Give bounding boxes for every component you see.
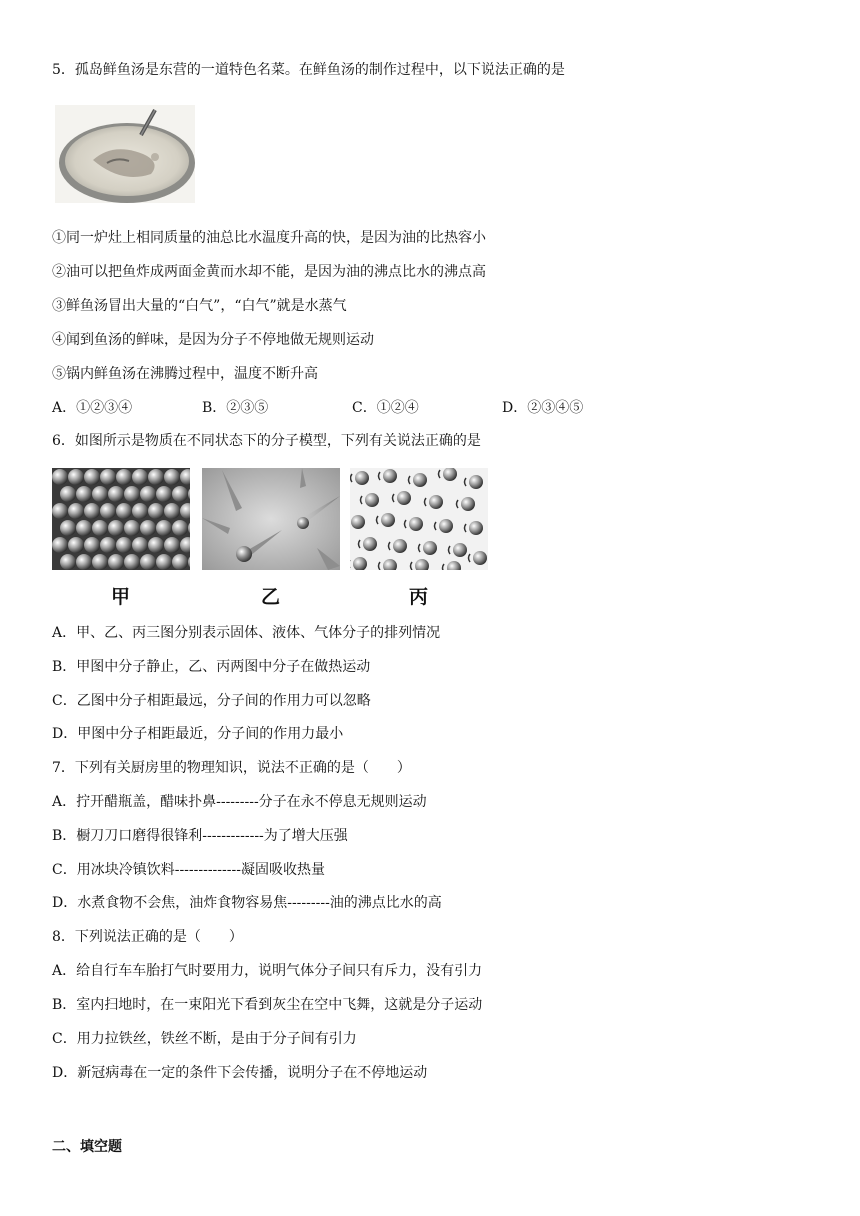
q5-statement-5: ⑤锅内鲜鱼汤在沸腾过程中，温度不断升高 [52, 366, 318, 382]
gas-molecule [469, 521, 483, 535]
q8-option-a: A．给自行车车胎打气时要用力，说明气体分子间只有斥力，没有引力 [52, 963, 483, 979]
solid-molecule [156, 520, 172, 536]
gas-molecule [473, 551, 487, 565]
solid-molecule [140, 486, 156, 502]
solid-molecule [164, 537, 180, 553]
q8-option-d: D．新冠病毒在一定的条件下会传播，说明分子在不停地运动 [52, 1065, 428, 1081]
solid-molecule [100, 469, 116, 485]
figure-caption-bing: 丙 [409, 586, 429, 608]
solid-molecule [84, 469, 100, 485]
gas-molecule [393, 539, 407, 553]
solid-molecule [60, 554, 76, 570]
q5-stem: 5．孤岛鲜鱼汤是东营的一道特色名菜。在鲜鱼汤的制作过程中，以下说法正确的是 [52, 62, 565, 78]
solid-molecule [132, 503, 148, 519]
gas-molecule [409, 517, 423, 531]
gas-molecule [363, 537, 377, 551]
solid-molecule [148, 503, 164, 519]
solid-molecule [124, 554, 140, 570]
section-title: 二、填空题 [52, 1139, 122, 1155]
liquid-molecule-model [202, 468, 340, 570]
solid-molecule [132, 469, 148, 485]
solid-molecule [116, 537, 132, 553]
solid-molecule [68, 469, 84, 485]
solid-molecule [52, 503, 68, 519]
solid-molecule [172, 520, 188, 536]
gas-molecule [383, 469, 397, 483]
gas-molecule [351, 515, 365, 529]
solid-molecule [172, 486, 188, 502]
q5-option-b: B．②③⑤ [202, 400, 269, 416]
solid-molecule [132, 537, 148, 553]
solid-molecule [148, 537, 164, 553]
q6-stem: 6．如图所示是物质在不同状态下的分子模型，下列有关说法正确的是 [52, 433, 481, 449]
figure-caption-yi: 乙 [261, 586, 281, 608]
q5-statement-2: ②油可以把鱼炸成两面金黄而水却不能，是因为油的沸点比水的沸点高 [52, 264, 486, 280]
solid-molecule [92, 486, 108, 502]
solid-molecule [124, 520, 140, 536]
q6-option-c: C．乙图中分子相距最远，分子间的作用力可以忽略 [52, 693, 371, 709]
solid-molecule [60, 486, 76, 502]
solid-molecule [52, 469, 68, 485]
q6-option-b: B．甲图中分子静止，乙、丙两图中分子在做热运动 [52, 659, 371, 675]
solid-molecule [84, 503, 100, 519]
q7-option-b: B．橱刀刀口磨得很锋利-------------为了增大压强 [52, 828, 348, 844]
solid-molecule [76, 520, 92, 536]
solid-molecule [156, 554, 172, 570]
gas-molecule [381, 513, 395, 527]
q7-stem: 7．下列有关厨房里的物理知识，说法不正确的是（ ） [52, 760, 411, 776]
gas-molecule [365, 493, 379, 507]
gas-molecule [453, 543, 467, 557]
q7-option-a: A．拧开醋瓶盖，醋味扑鼻---------分子在永不停息无规则运动 [52, 794, 427, 810]
q5-option-c: C．①②④ [352, 400, 419, 416]
gas-molecule [413, 473, 427, 487]
gas-molecule [397, 491, 411, 505]
solid-molecule [164, 469, 180, 485]
solid-molecule [108, 554, 124, 570]
gas-molecule [423, 541, 437, 555]
solid-molecule [52, 537, 68, 553]
solid-molecule [148, 469, 164, 485]
solid-molecule [68, 503, 84, 519]
solid-molecule [124, 486, 140, 502]
q5-option-d: D．②③④⑤ [502, 400, 584, 416]
solid-molecule [140, 554, 156, 570]
q6-option-d: D．甲图中分子相距最近，分子间的作用力最小 [52, 726, 344, 742]
q5-statement-1: ①同一炉灶上相同质量的油总比水温度升高的快，是因为油的比热容小 [52, 230, 486, 246]
solid-molecule [100, 537, 116, 553]
solid-molecule [172, 554, 188, 570]
q8-stem: 8．下列说法正确的是（ ） [52, 929, 243, 945]
q5-statement-3: ③鲜鱼汤冒出大量的“白气”，“白气”就是水蒸气 [52, 298, 347, 314]
figure-caption-jia: 甲 [111, 586, 131, 608]
q6-option-a: A．甲、乙、丙三图分别表示固体、液体、气体分子的排列情况 [52, 625, 441, 641]
solid-molecule [92, 520, 108, 536]
gas-molecule-model [350, 468, 488, 570]
q7-option-d: D．水煮食物不会焦，油炸食物容易焦---------油的沸点比水的高 [52, 895, 442, 911]
q7-option-c: C．用冰块冷镇饮料--------------凝固吸收热量 [52, 862, 325, 878]
q5-statement-4: ④闻到鱼汤的鲜味，是因为分子不停地做无规则运动 [52, 332, 374, 348]
gas-molecule [439, 519, 453, 533]
solid-molecule [60, 520, 76, 536]
solid-molecule-model [52, 468, 190, 570]
solid-molecule [108, 486, 124, 502]
solid-molecule [92, 554, 108, 570]
solid-molecule [68, 537, 84, 553]
q8-option-c: C．用力拉铁丝，铁丝不断，是由于分子间有引力 [52, 1031, 357, 1047]
solid-molecule [84, 537, 100, 553]
gas-molecule [429, 495, 443, 509]
fish-soup-photo [55, 105, 195, 203]
gas-molecule [355, 471, 369, 485]
solid-molecule [116, 503, 132, 519]
solid-molecule [156, 486, 172, 502]
gas-molecule [461, 497, 475, 511]
solid-molecule [164, 503, 180, 519]
solid-molecule [108, 520, 124, 536]
solid-molecule [100, 503, 116, 519]
q5-option-a: A．①②③④ [52, 400, 133, 416]
solid-molecule [76, 554, 92, 570]
solid-molecule [116, 469, 132, 485]
q8-option-b: B．室内扫地时，在一束阳光下看到灰尘在空中飞舞，这就是分子运动 [52, 997, 483, 1013]
gas-molecule [469, 475, 483, 489]
solid-molecule [76, 486, 92, 502]
solid-molecule [140, 520, 156, 536]
